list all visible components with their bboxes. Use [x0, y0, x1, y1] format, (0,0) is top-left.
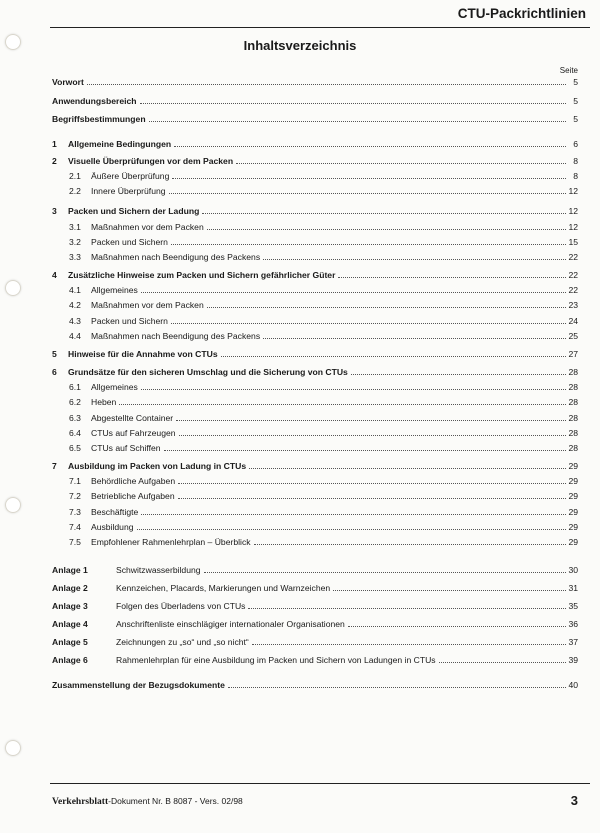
- toc-entry-number: 6.4: [69, 428, 81, 438]
- toc-entry: [69, 222, 578, 233]
- toc-entry-title: Zeichnungen zu „so“ und „so nicht“: [116, 637, 249, 647]
- dot-leader: [178, 483, 566, 484]
- page-number: 3: [570, 793, 578, 808]
- toc-entry: [69, 428, 578, 439]
- toc-entry-number: Anlage 1: [52, 565, 88, 575]
- toc-entry-title: Maßnahmen vor dem Packen: [91, 300, 204, 310]
- dot-leader: [164, 450, 566, 451]
- toc-entry: [52, 156, 578, 167]
- toc-entry-page: 29: [568, 491, 578, 501]
- toc-entry: [69, 382, 578, 393]
- toc-entry: [69, 507, 578, 518]
- toc-entry: [52, 655, 578, 666]
- toc-entry-title: Zusätzliche Hinweise zum Packen und Sichern gefährlicher Güter: [68, 270, 336, 280]
- toc-entry-page: 24: [568, 316, 578, 326]
- dot-leader: [348, 626, 566, 627]
- toc-entry-number: Anlage 3: [52, 601, 88, 611]
- dot-leader: [179, 435, 566, 436]
- toc-entry-number: 7.5: [69, 537, 81, 547]
- toc-entry-page: 27: [568, 349, 578, 359]
- toc-entry-title: Allgemeines: [91, 285, 138, 295]
- toc-entry-number: 6.3: [69, 413, 81, 423]
- toc-entry-page: 30: [568, 565, 578, 575]
- toc-entry-title: Äußere Überprüfung: [91, 171, 170, 181]
- toc-entry-title: Innere Überprüfung: [91, 186, 166, 196]
- toc-entry-title: Vorwort: [52, 77, 84, 87]
- toc-entry-page: 12: [568, 206, 578, 216]
- toc-entry-number: 4.3: [69, 316, 81, 326]
- footer-document-ref: [52, 796, 243, 807]
- toc-entry-page: 28: [568, 413, 578, 423]
- toc-entry: [52, 583, 578, 594]
- toc-entry-page: 12: [568, 222, 578, 232]
- toc-entry: [52, 565, 578, 576]
- toc-entry-page: 15: [568, 237, 578, 247]
- toc-entry-title: Ausbildung im Packen von Ladung in CTUs: [68, 461, 247, 471]
- dot-leader: [351, 374, 566, 375]
- dot-leader: [140, 103, 566, 104]
- toc-entry: [69, 413, 578, 424]
- dot-leader: [178, 498, 566, 499]
- toc-entry: [69, 331, 578, 342]
- toc-entry-title: Maßnahmen vor dem Packen: [91, 222, 204, 232]
- toc-entry-page: 5: [573, 96, 578, 106]
- dot-leader: [169, 193, 566, 194]
- toc-entry: [52, 349, 578, 360]
- toc-entry: [52, 367, 578, 378]
- toc-entry-page: 36: [568, 619, 578, 629]
- toc-entry-page: 12: [568, 186, 578, 196]
- toc-entry-title: Zusammenstellung der Bezugsdokumente: [52, 680, 225, 690]
- toc-entry-page: 5: [573, 77, 578, 87]
- toc-entry-number: 6.5: [69, 443, 81, 453]
- toc-entry-page: 22: [568, 270, 578, 280]
- toc-entry-title: Begriffsbestimmungen: [52, 114, 146, 124]
- toc-entry-number: 4: [52, 270, 57, 280]
- dot-leader: [221, 356, 566, 357]
- dot-leader: [171, 323, 566, 324]
- dot-leader: [204, 572, 566, 573]
- dot-leader: [333, 590, 566, 591]
- dot-leader: [249, 468, 566, 469]
- toc-entry-page: 6: [573, 139, 578, 149]
- toc-entry-number: 7.1: [69, 476, 81, 486]
- punch-hole: [5, 497, 21, 513]
- dot-leader: [439, 662, 566, 663]
- toc-entry: [69, 476, 578, 487]
- toc-entry-page: 23: [568, 300, 578, 310]
- toc-entry-number: 4.4: [69, 331, 81, 341]
- toc-entry-title: Schwitzwasserbildung: [116, 565, 201, 575]
- toc-entry: [52, 270, 578, 281]
- toc-entry: [69, 300, 578, 311]
- footer-rule: [50, 783, 590, 784]
- toc-entry-number: Anlage 5: [52, 637, 88, 647]
- toc-entry-page: 22: [568, 252, 578, 262]
- toc-entry-number: 7.3: [69, 507, 81, 517]
- dot-leader: [119, 404, 566, 405]
- toc-entry-page: 37: [568, 637, 578, 647]
- dot-leader: [202, 213, 566, 214]
- toc-entry: [52, 206, 578, 217]
- toc-entry-title: Anschriftenliste einschlägiger internationaler Organisationen: [116, 619, 345, 629]
- toc-entry-page: 5: [573, 114, 578, 124]
- toc-entry-number: 6: [52, 367, 57, 377]
- toc-entry-page: 28: [568, 382, 578, 392]
- dot-leader: [141, 514, 566, 515]
- toc-entry-number: Anlage 4: [52, 619, 88, 629]
- toc-entry-page: 31: [568, 583, 578, 593]
- toc-entry-page: 28: [568, 443, 578, 453]
- toc-entry-number: 4.1: [69, 285, 81, 295]
- dot-leader: [236, 163, 566, 164]
- toc-entry-number: Anlage 6: [52, 655, 88, 665]
- toc-entry-title: Empfohlener Rahmenlehrplan – Überblick: [91, 537, 251, 547]
- toc-entry-page: 40: [568, 680, 578, 690]
- toc-entry: [69, 252, 578, 263]
- dot-leader: [263, 338, 566, 339]
- dot-leader: [149, 121, 566, 122]
- toc-entry: [69, 443, 578, 454]
- punch-hole: [5, 280, 21, 296]
- toc-entry-page: 29: [568, 476, 578, 486]
- toc-entry-page: 39: [568, 655, 578, 665]
- toc-entry-page: 29: [568, 461, 578, 471]
- toc-entry-title: Packen und Sichern der Ladung: [68, 206, 200, 216]
- dot-leader: [141, 292, 566, 293]
- toc-entry-number: 2.2: [69, 186, 81, 196]
- toc-entry-title: Packen und Sichern: [91, 316, 168, 326]
- toc-entry-number: 7.4: [69, 522, 81, 532]
- toc-entry-number: 6.1: [69, 382, 81, 392]
- toc-entry: [69, 491, 578, 502]
- toc-entry-number: 2: [52, 156, 57, 166]
- toc-entry: [69, 285, 578, 296]
- toc-entry-title: Maßnahmen nach Beendigung des Packens: [91, 331, 261, 341]
- toc-entry-title: Hinweise für die Annahme von CTUs: [68, 349, 218, 359]
- toc-entry-page: 35: [568, 601, 578, 611]
- toc-entry-title: Grundsätze für den sicheren Umschlag und die Sicherung von CTUs: [68, 367, 348, 377]
- dot-leader: [141, 389, 566, 390]
- toc-entry: [52, 461, 578, 472]
- punch-hole: [5, 740, 21, 756]
- toc-entry-number: 7: [52, 461, 57, 471]
- toc-entry: [52, 680, 578, 691]
- footer-doc: -Dokument Nr. B 8087 - Vers. 02/98: [108, 796, 243, 806]
- dot-leader: [137, 529, 566, 530]
- dot-leader: [248, 608, 566, 609]
- dot-leader: [263, 259, 566, 260]
- toc-entry: [69, 186, 578, 197]
- toc-entry: [52, 601, 578, 612]
- dot-leader: [207, 307, 566, 308]
- toc-entry-page: 29: [568, 537, 578, 547]
- toc-title: Inhaltsverzeichnis: [243, 38, 357, 53]
- toc-entry-number: 4.2: [69, 300, 81, 310]
- toc-entry: [69, 316, 578, 327]
- dot-leader: [172, 178, 566, 179]
- toc-entry-title: Rahmenlehrplan für eine Ausbildung im Packen und Sichern von Ladungen in CTUs: [116, 655, 436, 665]
- toc-entry-title: Ausbildung: [91, 522, 134, 532]
- toc-entry-title: Anwendungsbereich: [52, 96, 137, 106]
- toc-entry-number: Anlage 2: [52, 583, 88, 593]
- dot-leader: [207, 229, 566, 230]
- toc-entry: [52, 77, 578, 88]
- toc-entry: [52, 637, 578, 648]
- toc-entry-page: 8: [573, 171, 578, 181]
- toc-entry-page: 28: [568, 397, 578, 407]
- toc-entry: [69, 397, 578, 408]
- toc-entry-title: Heben: [91, 397, 117, 407]
- toc-entry-number: 1: [52, 139, 57, 149]
- toc-entry-title: CTUs auf Fahrzeugen: [91, 428, 176, 438]
- toc-entry: [52, 96, 578, 107]
- toc-entry-title: Folgen des Überladens von CTUs: [116, 601, 246, 611]
- toc-entry-title: Behördliche Aufgaben: [91, 476, 176, 486]
- toc-entry-number: 3.1: [69, 222, 81, 232]
- header-rule: [50, 27, 590, 28]
- toc-entry: [52, 619, 578, 630]
- toc-entry-page: 28: [568, 367, 578, 377]
- toc-entry-number: 3.3: [69, 252, 81, 262]
- toc-entry-page: 22: [568, 285, 578, 295]
- dot-leader: [176, 420, 566, 421]
- toc-entry-title: Kennzeichen, Placards, Markierungen und Warnzeichen: [116, 583, 331, 593]
- toc-entry-title: Visuelle Überprüfungen vor dem Packen: [68, 156, 234, 166]
- dot-leader: [228, 687, 566, 688]
- toc-entry-page: 29: [568, 522, 578, 532]
- toc-entry-number: 6.2: [69, 397, 81, 407]
- toc-entry-number: 7.2: [69, 491, 81, 501]
- toc-entry-title: Allgemeine Bedingungen: [68, 139, 172, 149]
- toc-entry-page: 29: [568, 507, 578, 517]
- toc-entry-title: Maßnahmen nach Beendigung des Packens: [91, 252, 261, 262]
- dot-leader: [87, 84, 566, 85]
- toc-entry: [69, 237, 578, 248]
- toc-entry-title: CTUs auf Schiffen: [91, 443, 161, 453]
- toc-entry-title: Abgestellte Container: [91, 413, 174, 423]
- toc-entry-number: 3.2: [69, 237, 81, 247]
- dot-leader: [252, 644, 566, 645]
- toc-entry: [52, 114, 578, 125]
- dot-leader: [338, 277, 566, 278]
- toc-entry: [52, 139, 578, 150]
- dot-leader: [174, 146, 566, 147]
- dot-leader: [254, 544, 566, 545]
- footer-brand: Verkehrsblatt: [52, 797, 109, 807]
- toc-entry-number: 2.1: [69, 171, 81, 181]
- toc-entry-title: Packen und Sichern: [91, 237, 168, 247]
- dot-leader: [171, 244, 566, 245]
- toc-entry-title: Beschäftigte: [91, 507, 139, 517]
- toc-entry-page: 25: [568, 331, 578, 341]
- toc-entry-title: Betriebliche Aufgaben: [91, 491, 175, 501]
- toc-entry-page: 8: [573, 156, 578, 166]
- toc-entry-number: 5: [52, 349, 57, 359]
- page-column-label: Seite: [559, 66, 578, 75]
- toc-entry-page: 28: [568, 428, 578, 438]
- running-header: CTU-Packrichtlinien: [457, 6, 586, 21]
- toc-entry: [69, 522, 578, 533]
- toc-entry-title: Allgemeines: [91, 382, 138, 392]
- toc-entry-number: 3: [52, 206, 57, 216]
- toc-entry: [69, 171, 578, 182]
- toc-entry: [69, 537, 578, 548]
